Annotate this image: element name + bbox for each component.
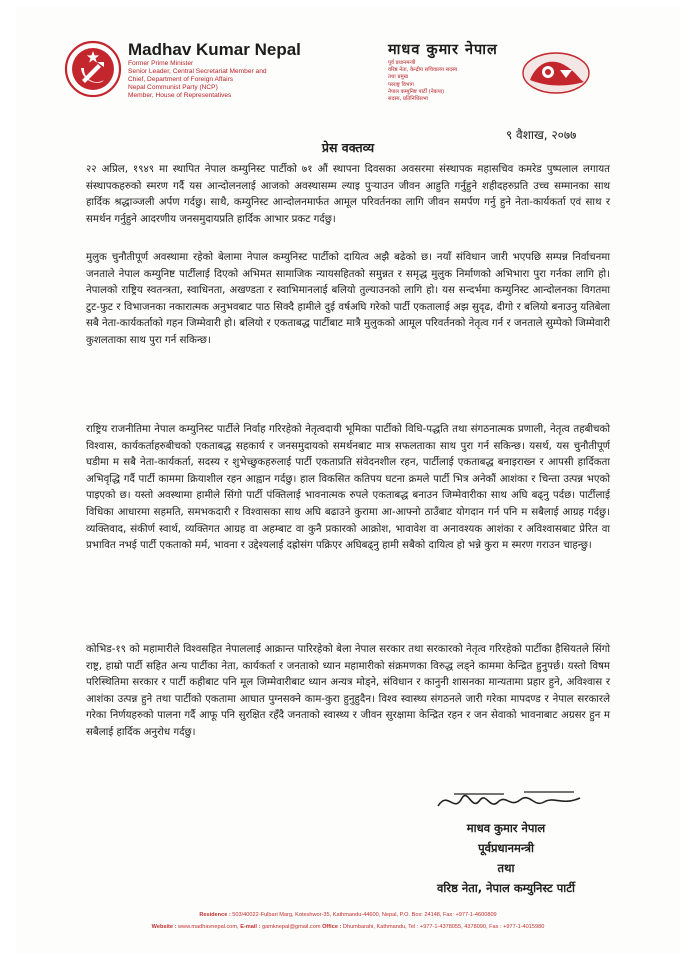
english-title-line: Nepal Communist Party (NCP) [128,84,218,91]
english-title-line: Member, House of Representatives [128,92,232,99]
english-name: Madhav Kumar Nepal [128,40,301,59]
nepali-title-line: वरिष्ठ नेता, केन्द्रीय सचिवालय सदस्य [388,67,458,74]
paragraph: मुलुक चुनौतीपूर्ण अवस्थामा रहेको बेलामा नेपाल कम्युनिस्ट पार्टीको दायित्व अझै बढेको छ। नयाँ संविधान जारी भएपछि सम्पन्न निर्वाचनमा जनताले नेपाल कम्युनिष्ट पार्टीलाई दिएको अभिमत सामाजिक न्यायसहितको समुन्नत र समृद्ध मुलुक निर्माणको अभिभारा पुरा गर्नका लागि हो। नेपालको राष्ट्रिय स्वतन्त्रता, स्वाधिनता, अखण्डता र स्वाभिमानलाई बलियो तुल्याउनको लागि हो। यस सन्दर्भमा कम्युनिस्ट आन्दोलनका विगतमा टुट-फुट र विभाजनका नकारात्मक अनुभवबाट पाठ सिक्दै हामीले दुई वर्षअघि गरेको पार्टी एकतालाई अझ सुदृढ, दीगो र बलियो बनाउनु यतिबेला सबै नेता-कार्यकर्ताको गहन जिम्मेवारी हो। बलियो र एकताबद्ध पार्टीबाट मात्रै मुलुकको आमूल परिवर्तनको नेतृत्व गर्न र जनताले सुम्पेको जिम्मेवारी कुशलताका साथ पुरा गर्न सकिन्छ। [86,252,610,346]
english-title-line: Senior Leader, Central Secretariat Member and [128,68,267,75]
signatory-role: पूर्वप्रधानमन्त्री [478,841,534,855]
letter-page [16,6,680,954]
page-title: प्रेस वक्तव्य [321,140,375,155]
signatory-position: वरिष्ठ नेता, नेपाल कम्युनिस्ट पार्टी [437,881,575,895]
footer-office-text: Dhumbarahi, Kathmandu, Tel : +977-1-4378055, 4378090, Fax : +977-1-4015980 [342,924,545,930]
english-title-line: Chief, Department of Foreign Affairs [128,76,234,83]
footer-label: Office : [322,924,342,930]
paragraph: कोभिड-१९ को महामारीले विश्वसहित नेपाललाई आक्रान्त पारिरहेको बेला नेपाल सरकार तथा सरकारको नेतृत्व गरिरहेको पार्टीका हैसियतले सिंगो राष्ट्र, हाम्रो पार्टी सहित अन्य पार्टीका नेता, कार्यकर्ता र जनताको ध्यान महामारीको संक्रमणका विरुद्ध लड्ने काममा केन्द्रित हुनुपर्छ। यस्तो विषम परिस्थितिमा सरकार र पार्टी कहीबाट पनि मूल जिम्मेवारीबाट ध्यान अन्यत्र मोड्ने, संविधान र कानुनी शासनका मान्यतामा प्रहार हुने, अविश्वास र आशंका उत्पन्न हुने तथा पार्टीको एकतामा आघात पुग्नसक्ने काम-कुरा हुनुहुदैन। विश्व स्वास्थ्य संगठनले जारी गरेका मापदण्ड र नेपाल सरकारले गरेका निर्णयहरुको पालना गर्दै आफू पनि सुरक्षित रहँदै जनताको स्वास्थ्य र जीवन सुरक्षामा केन्द्रित रहन र जन सेवाको भावनाबाट अग्रसर हुन म सबैलाई हार्दिक अनुरोध गर्दछु। [86,644,610,738]
handwritten-signature-icon [434,784,584,822]
nepali-name: माधव कुमार नेपाल [388,42,498,58]
english-title-line: Former Prime Minister [128,60,194,67]
party-emblem-icon [64,40,122,98]
footer-label: E-mail : [240,924,261,930]
nepali-title-line: परराष्ट्र विभाग [388,81,414,88]
footer-contact [16,924,680,930]
signatory-conjunction: तथा [497,861,515,875]
paragraph: राष्ट्रिय राजनीतिमा नेपाल कम्युनिस्ट पार्टीले निर्वाह गरिरहेको नेतृत्वदायी भूमिका पार्टीको विधि-पद्धति तथा संगठनात्मक प्रणाली, नेतृत्व तहबीचको विश्वास, कार्यकर्ताहरुबीचको एकताबद्ध सहकार्य र जनसमुदायको समर्थनबाट मात्र सफलताका साथ पुरा गर्न सकिन्छ। यसर्थ, यस चुनौतीपूर्ण घडीमा म सबै नेता-कार्यकर्ता, सदस्य र शुभेच्छुकहरुलाई पार्टी एकताप्रति संवेदनशील रहन, पार्टीलाई एकताबद्ध बनाइराख्न र आपसी हार्दिकता अभिवृद्धि गर्दै पार्टी काममा क्रियाशील रहन आह्वान गर्दछु। हाल विकसित कतिपय घटना क्रमले पार्टी भित्र अनेकौं आशंका र चिन्ता उत्पन्न भएको पाइएको छ। यस्तो अवस्थामा हामीले सिंगो पार्टी पंक्तिलाई भावनात्मक रुपले एकताबद्ध बनाउन जिम्मेवारीका साथ अघि बढ्नु पर्दछ। पार्टीलाई विधिका आधारमा सहमति, समभकदारी र विश्वासका साथ अघि बढाउने कुरामा आ-आफ्नो ठाउँबाट योगदान गर्न पनि म सबैलाई आग्रह गर्दछु। व्यक्तिवाद, संकीर्ण स्वार्थ, व्यक्तिगत आग्रह वा अहम्बाट वा कुनै प्रकारको आक्रोश, भावावेश वा अनावश्यक आशंका र अविश्वासबाट प्रेरित वा प्रभावित नभई पार्टी एकताको मर्म, भावना र उद्देश्यलाई दह्रोसंग पक्रिएर अघिबढ्नु हामी सबैको दायित्व हो भन्ने कुरा म स्मरण गराउन चाहन्छु। [86,424,610,552]
footer-label: Website : [151,924,177,930]
letter-date: ९ वैशाख, २०७७ [506,128,577,142]
footer-email-link[interactable]: gamknepal@gmail.com [261,924,321,930]
nepali-identity [388,40,528,103]
footer-residence [16,912,680,918]
nepali-title-line: नेपाल कम्युनिष्ट पार्टी (नेकपा) [388,88,445,95]
paragraph: २२ अप्रिल, १९४९ मा स्थापित नेपाल कम्युनिस्ट पार्टीको ७१ औं स्थापना दिवसका अवसरमा संस्थापक महासचिव कमरेड पुष्पलाल लगायत संस्थापकहरुको स्मरण गर्दै यस आन्दोलनलाई आजको अवस्थासम्म ल्याइ पुऱ्याउन जीवन आहुति गर्नुहुने शहीदहरुप्रति उच्च सम्मानका साथ हार्दिक श्रद्धाञ्जली अर्पण गर्दछु। साथै, कम्युनिस्ट आन्दोलनमार्फत आमूल परिवर्तनका लागि जीवन समर्पण गर्नु हुने नेता-कार्यकर्ता एवं साथ र समर्थन गर्नुहुने आदरणीय जनसमुदायप्रति हार्दिक आभार प्रकट गर्दछु। [86,164,610,225]
footer-residence-text: 503/40022-Fulbari Marg, Koteshwor-35, Kathmandu-44600, Nepal, P.O. Box: 24148, Fax: +977-1-4600809 [232,912,497,918]
signatory-name: माधव कुमार नेपाल [466,821,546,835]
nepal-flag-logo-icon [520,50,592,96]
footer-label: Residence : [199,912,231,918]
nepali-title-line: पूर्व प्रधानमन्त्री [388,60,416,66]
nepali-title-line: सदस्य, प्रतिनिधिसभा [388,96,428,103]
footer-website-link[interactable]: www.madhavnepal.com, [177,924,239,930]
english-identity [128,40,368,100]
nepali-title-line: तथा प्रमुख [388,74,408,81]
